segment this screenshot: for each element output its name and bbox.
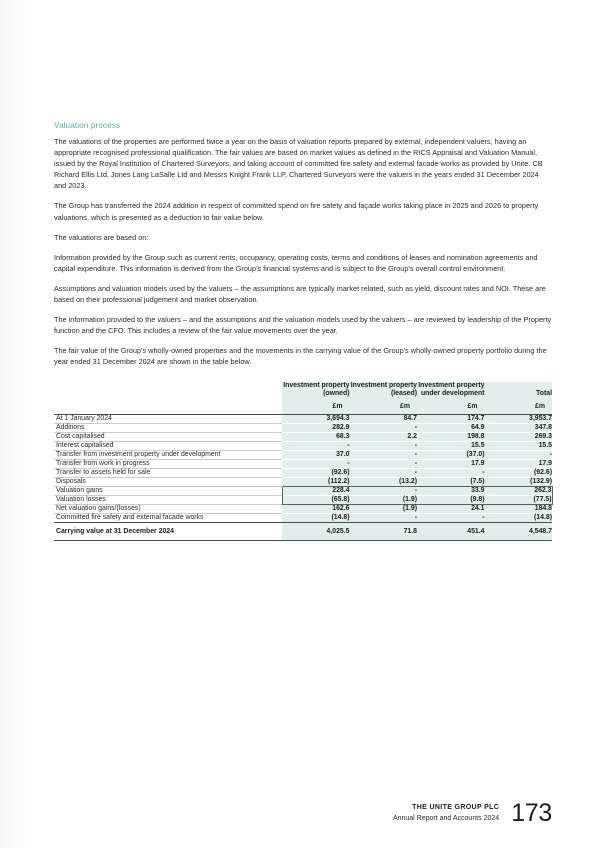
table-row [54,496,552,505]
table-cell: 4,548.7 [485,523,553,541]
table-cell: (112.2) [282,478,350,487]
column-header-total: Total [485,382,553,398]
column-header-leased: Investment property (leased) [350,382,417,398]
table-row [54,514,552,523]
row-label: Committed fire safety and external facade works [54,514,282,523]
row-label: Transfer from investment property under development [54,451,282,460]
table-cell: 451.4 [417,523,485,541]
page-title: Valuation process [54,120,121,130]
paragraph-7: The fair value of the Group's wholly-owned properties and the movements in the carrying value of the Group's wholly-owned property portfolio during the year ended 31 December 2024 are shown in the table below. [54,346,547,367]
table-cell: - [350,514,418,523]
footer-subtitle: Annual Report and Accounts 2024 [392,814,500,822]
table-cell: 347.8 [485,424,553,433]
unit-header-total: £m [485,398,553,415]
valuation-movement-table [54,382,553,541]
article-content [54,120,552,368]
unit-header-owned: £m [282,398,350,415]
table-cell: 269.3 [485,433,553,442]
table-header-row [54,382,552,398]
table-row [54,478,552,487]
table-row [54,415,552,424]
table-cell: 282.9 [282,424,350,433]
row-label: Net valuation gains/(losses) [54,505,282,514]
table-cell: 33.9 [417,487,485,496]
table-cell: - [417,514,485,523]
paragraph-2: The Group has transferred the 2024 addition in respect of committed spend on fire safety and façade works taking place in 2025 and 2026 to property valuations, which is presented as a deduction to fair value below. [54,201,539,222]
table-cell: (77.5) [485,496,553,505]
row-label: Disposals [54,478,282,487]
row-label: Carrying value at 31 December 2024 [54,523,282,541]
unit-header-leased: £m [350,398,418,415]
table-cell: 15.5 [485,442,553,451]
table-row [54,460,552,469]
row-label: Additions [54,424,282,433]
table-cell: 15.5 [417,442,485,451]
table-cell: 84.7 [350,415,418,424]
table-cell: (13.2) [350,478,418,487]
column-header-label [54,382,282,398]
table-cell: (132.9) [485,478,553,487]
table-cell: 3,953.7 [485,415,553,424]
table-row [54,451,552,460]
table-cell: 3,694.3 [282,415,350,424]
table-cell: 68.3 [282,433,350,442]
table-cell: - [350,451,418,460]
table-cell: - [350,460,418,469]
row-label: At 1 January 2024 [54,415,282,424]
paragraph-3: The valuations are based on: [54,232,149,242]
table-cell: - [417,469,485,478]
table-row [54,424,552,433]
table-cell: 162.6 [282,505,350,514]
row-label: Valuation losses [54,496,282,505]
table-cell: 228.4 [282,487,350,496]
row-label: Interest capitalised [54,442,282,451]
table-cell: (9.8) [417,496,485,505]
table-cell: (14.8) [485,514,553,523]
table-cell: - [282,460,350,469]
table-row [54,433,552,442]
table-cell: 198.8 [417,433,485,442]
table-cell: 24.1 [417,505,485,514]
table-cell: (14.8) [282,514,350,523]
table-cell: (65.8) [282,496,350,505]
unit-header-label [54,398,282,415]
table-cell: 37.0 [282,451,350,460]
table-cell: (37.0) [417,451,485,460]
table-row [54,505,552,514]
column-header-under-development: Investment property under development [418,382,485,398]
table-head [54,382,552,415]
table-units-row [54,398,552,415]
table-row [54,442,552,451]
column-header-owned: Investment property (owned) [283,382,350,398]
unit-header-under-development: £m [417,398,485,415]
table-cell: 17.9 [485,460,553,469]
table-cell: 17.9 [417,460,485,469]
table-cell: (92.6) [485,469,553,478]
table-cell: 2.2 [350,433,418,442]
table-cell: - [350,487,418,496]
table-row [54,487,552,496]
page-number: 173 [511,799,552,827]
table-cell: 71.8 [350,523,418,541]
table-body [54,415,552,541]
paragraph-4: Information provided by the Group such as current rents, occupancy, operating costs, terms and conditions of leases and nomination agreements and capital expenditure. This information is derived from the Group's financial systems and is subject to the Group's overall control environment. [54,252,538,273]
paragraph-6: The information provided to the valuers – and the assumptions and the valuation models used by the valuers – are reviewed by leadership of the Property function and the CFO. This includes a review of the fair value movements over the year. [54,315,552,336]
table-cell: 4,025.5 [282,523,350,541]
table-cell: 174.7 [417,415,485,424]
table-cell: - [282,442,350,451]
row-label: Transfer from work in progress [54,460,282,469]
row-label: Valuation gains [54,487,282,496]
table-cell: - [350,424,418,433]
page-footer [393,801,552,826]
table-cell: - [350,469,418,478]
table-cell: 184.8 [485,505,553,514]
table-cell: - [485,451,553,460]
table-cell: 262.3 [485,487,553,496]
footer-text-block [393,803,499,824]
footer-company-name: THE UNITE GROUP PLC [412,804,500,811]
table-cell: (1.9) [350,505,418,514]
row-label: Cost capitalised [54,433,282,442]
table-cell: (92.6) [282,469,350,478]
table-row [54,469,552,478]
table-cell: - [350,442,418,451]
paragraph-1: The valuations of the properties are performed twice a year on the basis of valuation reports prepared by external, independent valuers, having an appropriate recognised professional qualification. The fair values are based on market values as defined in the RICS Appraisal and Valuation Manual, issued by the Royal Institution of Chartered Surveyors, and taking account of committed fire safety and external facade works as provided by Unite. CB Richard Ellis Ltd, Jones Lang LaSalle Ltd and Messrs Knight Frank LLP, Chartered Surveyors were the valuers in the years ended 31 December 2024 and 2023. [54,137,543,191]
valuation-movement-table-wrapper [54,382,552,541]
table-cell: (1.9) [350,496,418,505]
table-cell: 64.9 [417,424,485,433]
table-cell: (7.5) [417,478,485,487]
paragraph-5: Assumptions and valuation models used by the valuers – the assumptions are typically market related, such as yield, discount rates and NOI. These are based on their professional judgement and market observation. [54,283,546,305]
table-row [54,523,552,541]
row-label: Transfer to assets held for sale [54,469,282,478]
